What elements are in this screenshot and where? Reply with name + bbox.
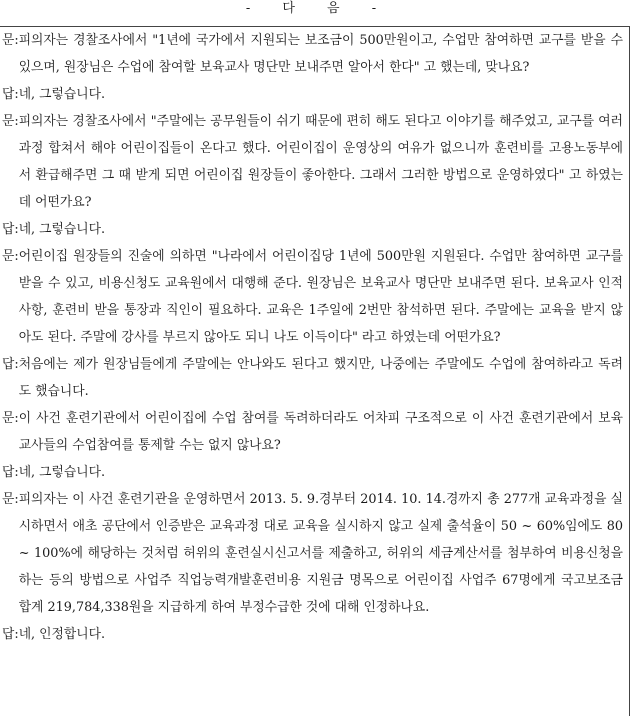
- answer-marker: 답:: [2, 357, 19, 372]
- question-text: 피의자는 경찰조사에서 "주말에는 공무원들이 쉬기 때문에 편히 해도 된다고 이야기를 해주었고, 교구를 여러 과정 합쳐서 해야 어린이집들이 온다고 했다. 어린이집이 운영상의 여유가 없으니까 훈련비를 고용노동부에서 환급해주면 그 때 받게 되면 어린이집 원장들이 좋아한다. 그래서 그러한 방법으로 운영하였다" 고 하였는데 어떤가요?: [18, 114, 623, 210]
- question-text: 어린이집 원장들의 진술에 의하면 "나라에서 어린이집당 1년에 500만원 지원된다. 수업만 참여하면 교구를 받을 수 있고, 비용신청도 교육원에서 대행해 준다. 원장님은 보육교사 명단만 보내주면 된다. 보육교사 인적사항, 훈련비 받을 통장과 직인이 필요하다. 교육은 1주일에 2번만 참석하면 된다. 주말에는 교육을 받지 않아도 된다. 주말에 강사를 부르지 않아도 되니 나도 이득이다" 라고 하였는데 어떤가요?: [18, 249, 623, 345]
- answer-item: [0, 351, 629, 405]
- question-text: 피의자는 경찰조사에서 "1년에 국가에서 지원되는 보조금이 500만원이고, 수업만 참여하면 교구를 받을 수 있으며, 원장님은 수업에 참여할 보육교사 명단만 보내주면 알아서 한다" 고 했는데, 맞나요?: [18, 33, 623, 75]
- question-marker: 문:: [2, 411, 19, 426]
- question-item: [0, 27, 629, 81]
- answer-text: 처음에는 제가 원장님들에게 주말에는 안나와도 된다고 했지만, 나중에는 주말에도 수업에 참여하라고 독려도 했습니다.: [18, 357, 623, 399]
- answer-marker: 답:: [2, 222, 19, 237]
- answer-text: 네, 인정합니다.: [18, 627, 106, 642]
- answer-text: 네, 그렇습니다.: [18, 465, 106, 480]
- answer-marker: 답:: [2, 627, 19, 642]
- question-marker: 문:: [2, 249, 19, 264]
- question-text: 이 사건 훈련기관에서 어린이집에 수업 참여를 독려하더라도 어차피 구조적으로 이 사건 훈련기관에서 보육교사들의 수업참여를 통제할 수는 없지 않나요?: [18, 411, 623, 453]
- answer-item: [0, 621, 629, 648]
- question-item: [0, 405, 629, 459]
- answer-item: [0, 216, 629, 243]
- qa-box: [0, 26, 630, 716]
- answer-marker: 답:: [2, 465, 19, 480]
- header-title: - 다 음 -: [245, 1, 391, 16]
- answer-item: [0, 81, 629, 108]
- question-marker: 문:: [2, 492, 19, 507]
- answer-marker: 답:: [2, 87, 19, 102]
- answer-item: [0, 459, 629, 486]
- answer-text: 네, 그렇습니다.: [18, 87, 106, 102]
- question-item: [0, 243, 629, 351]
- page-header: [0, 2, 636, 16]
- qa-list: [0, 27, 629, 648]
- question-text: 피의자는 이 사건 훈련기관을 운영하면서 2013. 5. 9.경부터 2014. 10. 14.경까지 총 277개 교육과정을 실시하면서 애초 공단에서 인증받은 교육과정 대로 교육을 실시하지 않고 실제 출석율이 50 ~ 60%임에도 80 ~ 100%에 해당하는 것처럼 허위의 훈련실시신고서를 제출하고, 허위의 세금계산서를 첨부하여 비용신청을 하는 등의 방법으로 사업주 직업능력개발훈련비용 지원금 명목으로 어린이집 사업주 67명에게 국고보조금 합계 219,784,338원을 지급하게 하여 부정수급한 것에 대해 인정하나요.: [18, 492, 623, 615]
- answer-text: 네, 그렇습니다.: [18, 222, 106, 237]
- question-marker: 문:: [2, 33, 19, 48]
- question-item: [0, 108, 629, 216]
- question-marker: 문:: [2, 114, 19, 129]
- question-item: [0, 486, 629, 621]
